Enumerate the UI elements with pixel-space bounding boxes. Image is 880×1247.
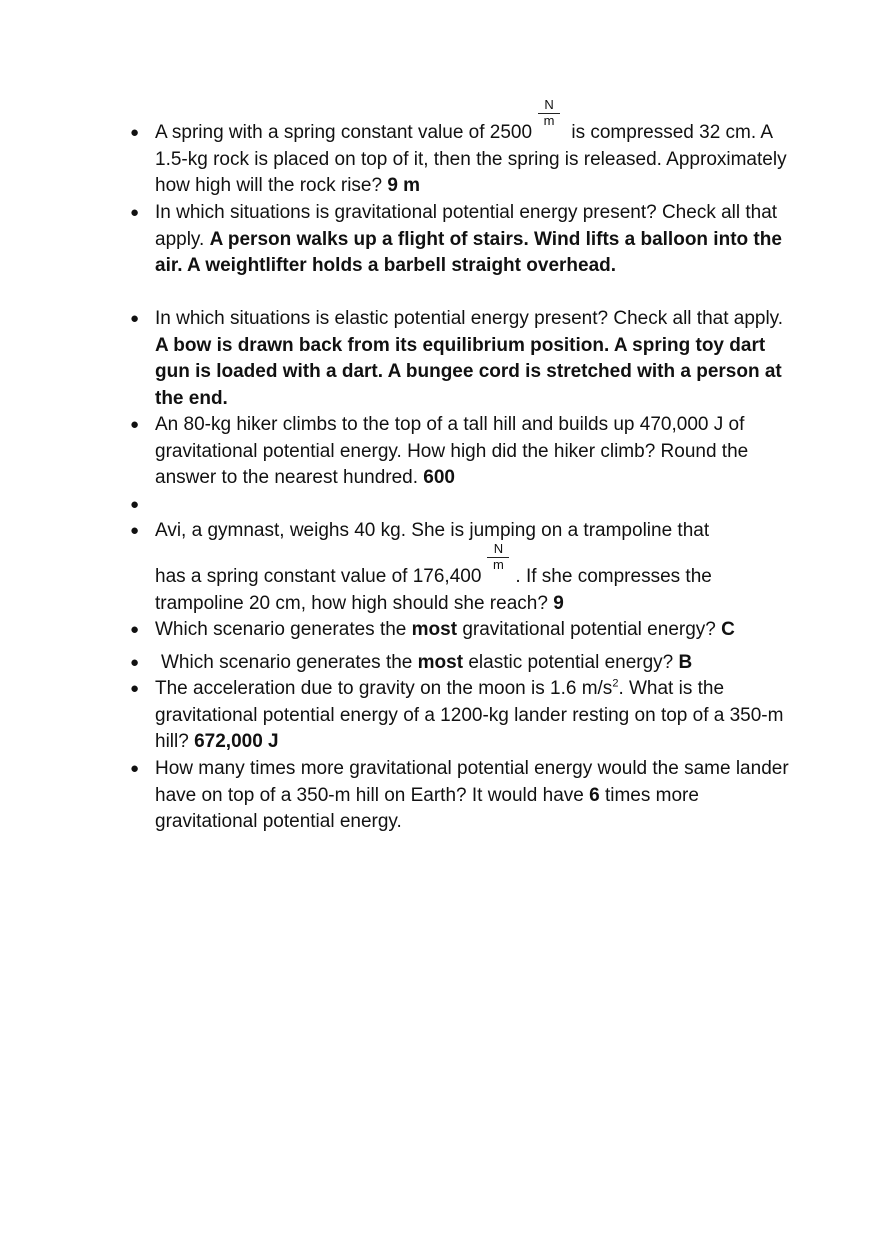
answer-text: 9 xyxy=(553,592,564,614)
list-item-earth-comparison xyxy=(155,756,795,836)
question-text: Which scenario generates the xyxy=(161,652,413,673)
bullet-marker: ● xyxy=(130,621,140,638)
fraction-denominator: m xyxy=(543,113,555,128)
question-text-continued: elastic potential energy? xyxy=(468,652,674,673)
question-text-continued: has a spring constant value of 176,400 xyxy=(155,566,482,587)
answer-text: 600 xyxy=(423,467,455,488)
question-text-continued: gravitational potential energy? xyxy=(462,619,716,640)
bullet-marker: ● xyxy=(130,680,140,697)
answer-text: B xyxy=(678,652,693,673)
list-item-trampoline-continued xyxy=(155,541,795,617)
emphasis-word: most xyxy=(417,652,464,673)
question-text-continued: times more gravitational potential energy. xyxy=(155,784,699,832)
answer-text: A person walks up a flight of stairs. Wind lifts a balloon into the air. A weightlifter holds a barbell straight overhead. xyxy=(155,228,782,276)
question-text-continued: is compressed 32 cm. A 1.5-kg rock is placed on top of it, then the spring is released. Approximately how high will the rock rise? xyxy=(155,122,787,196)
bullet-marker: ● xyxy=(130,124,140,141)
emphasis-word: most xyxy=(411,619,458,640)
answer-text: A bow is drawn back from its equilibrium position. A spring toy dart gun is loaded with a dart. A bungee cord is stretched with a person at the end. xyxy=(155,334,782,409)
bullet-marker: ● xyxy=(130,416,140,433)
answer-text: 9 m xyxy=(387,175,421,196)
question-text: Which scenario generates the xyxy=(155,619,407,640)
answer-text: 672,000 J xyxy=(194,731,279,752)
fraction-numerator: N xyxy=(493,541,504,556)
fraction-numerator: N xyxy=(544,97,554,112)
answer-text: 6 xyxy=(589,784,600,806)
question-text: An 80-kg hiker climbs to the top of a tall hill and builds up 470,000 J of gravitational potential energy. How high did the hiker climb? Round the answer to the nearest hundred. xyxy=(155,414,749,488)
bullet-marker: ● xyxy=(130,204,140,221)
bullet-marker: ● xyxy=(130,522,140,539)
bullet-marker: ● xyxy=(130,654,140,671)
question-text: In which situations is gravitational potential energy present? Check all that apply. xyxy=(155,202,778,250)
list-item-most-gravitational xyxy=(155,617,795,644)
list-item-hiker xyxy=(155,412,795,492)
list-item-most-elastic xyxy=(161,650,801,677)
question-text: In which situations is elastic potential energy present? Check all that apply. xyxy=(155,308,784,329)
superscript-exponent: 2 xyxy=(612,677,619,690)
bullet-marker: ● xyxy=(130,760,140,777)
question-text: The acceleration due to gravity on the moon is 1.6 m/s xyxy=(155,678,613,699)
fraction-n-over-m xyxy=(538,97,560,138)
list-item-elastic-situations xyxy=(155,306,795,412)
fraction-denominator: m xyxy=(492,557,504,572)
list-item-moon-lander xyxy=(155,676,795,756)
question-text-continued: . What is the gravitational potential energy of a 1200-kg lander resting on top of a 350-m hill? xyxy=(155,678,784,752)
fraction-n-over-m xyxy=(487,541,509,582)
bullet-marker: ● xyxy=(130,310,140,327)
list-item-gravitational-situations xyxy=(155,200,795,280)
question-text-end: . If she compresses the trampoline 20 cm, how high should she reach? xyxy=(155,566,712,614)
answer-text: C xyxy=(721,619,735,640)
question-text: Avi, a gymnast, weighs 40 kg. She is jumping on a trampoline that xyxy=(155,520,710,541)
list-item-spring-rock xyxy=(155,97,795,200)
list-item-trampoline xyxy=(155,518,795,545)
question-text: How many times more gravitational potential energy would the same lander have on top of a 350-m hill on Earth? It would have xyxy=(155,758,789,806)
question-text: A spring with a spring constant value of 2500 xyxy=(155,122,533,143)
bullet-marker-empty: ● xyxy=(130,496,140,513)
